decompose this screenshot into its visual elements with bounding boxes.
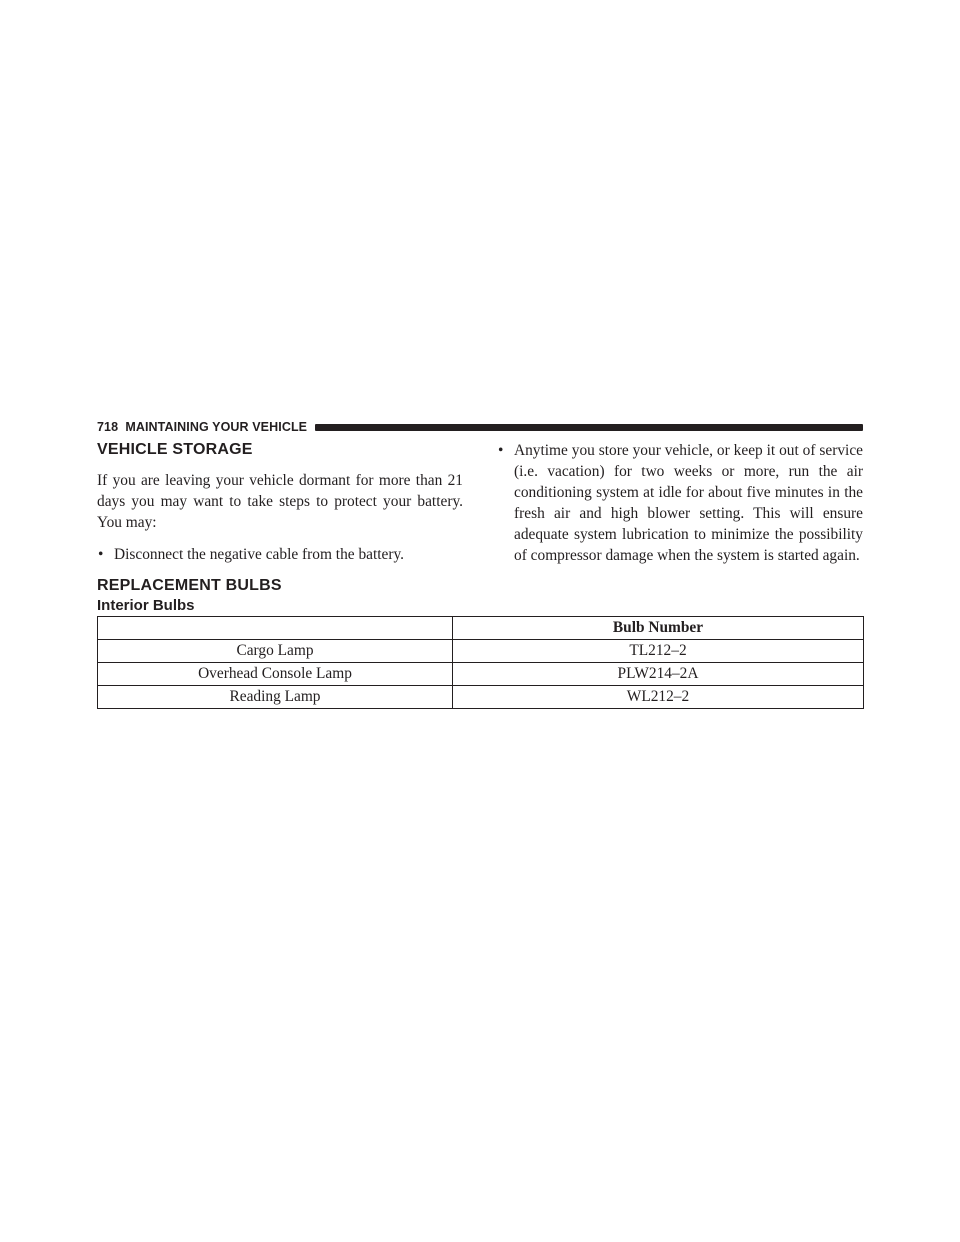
interior-bulbs-table [97, 616, 864, 709]
bullet-icon: • [498, 442, 504, 459]
replacement-bulbs-heading: REPLACEMENT BULBS [97, 577, 282, 594]
table-row [98, 663, 864, 686]
interior-bulbs-heading: Interior Bulbs [97, 597, 195, 614]
table-header-cell: Bulb Number [453, 617, 864, 640]
table-cell: WL212–2 [453, 686, 864, 709]
page-header-text [97, 420, 315, 434]
bullet-icon: • [98, 546, 104, 563]
vehicle-storage-heading: VEHICLE STORAGE [97, 441, 253, 458]
page-header [97, 418, 863, 436]
table-row [98, 640, 864, 663]
section-title: MAINTAINING YOUR VEHICLE [125, 420, 308, 434]
header-rule [315, 424, 863, 431]
table-cell: TL212–2 [453, 640, 864, 663]
page-number: 718 [97, 420, 119, 434]
table-row [98, 686, 864, 709]
list-item [97, 544, 463, 565]
table-header-row [98, 617, 864, 640]
right-column [497, 440, 863, 566]
vehicle-storage-intro: If you are leaving your vehicle dormant for more than 21 days you may want to take steps to protect your battery. You may: [97, 472, 463, 531]
bullet-text: Anytime you store your vehicle, or keep it out of service (i.e. vacation) for two weeks or more, run the air conditioning system at idle for about five minutes in the fresh air and high blower setting. This will ensure adequate system lubrication to minimize the possibility of compressor damage when the system is started again. [514, 442, 863, 564]
table-cell: Reading Lamp [98, 686, 453, 709]
table-header-cell [98, 617, 453, 640]
left-column [97, 440, 463, 565]
replacement-bulbs-section [97, 576, 863, 616]
table-cell: PLW214–2A [453, 663, 864, 686]
table-cell: Overhead Console Lamp [98, 663, 453, 686]
table-cell: Cargo Lamp [98, 640, 453, 663]
bullet-text: Disconnect the negative cable from the battery. [114, 546, 405, 563]
list-item [497, 440, 863, 566]
